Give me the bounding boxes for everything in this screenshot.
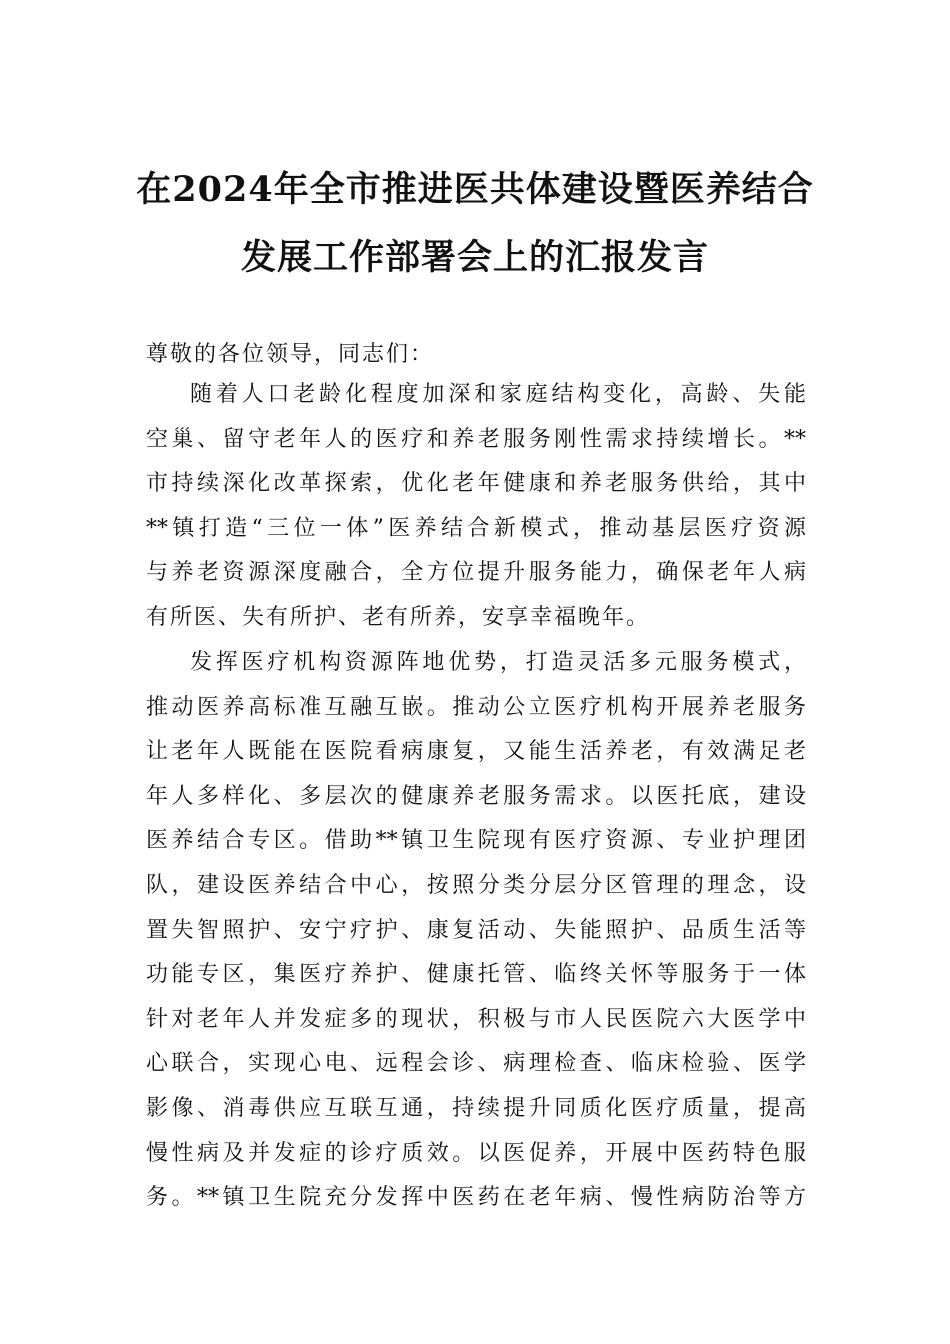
paragraph-line: 针对老年人并发症多的现状，积极与市人民医院六大医学中 xyxy=(146,1006,806,1032)
paragraph-line: 有所医、失有所护、老有所养，安享幸福晚年。 xyxy=(146,604,651,630)
paragraph-1 xyxy=(146,373,806,641)
salutation: 尊敬的各位领导，同志们： xyxy=(146,342,435,367)
paragraph-line: 影像、消毒供应互联互通，持续提升同质化医疗质量，提高 xyxy=(146,1095,806,1121)
paragraph-line: 年人多样化、多层次的健康养老服务需求。以医托底，建设 xyxy=(146,783,806,809)
paragraph-line: 随着人口老龄化程度加深和家庭结构变化，高龄、失能 xyxy=(190,382,806,407)
paragraph-line: 心联合，实现心电、远程会诊、病理检查、临床检验、医学 xyxy=(146,1051,806,1077)
paragraph-line: 队，建设医养结合中心，按照分类分层分区管理的理念，设 xyxy=(146,872,806,898)
paragraph-line: 市持续深化改革探索，优化老年健康和养老服务供给，其中 xyxy=(146,471,806,497)
paragraph-line: 与养老资源深度融合，全方位提升服务能力，确保老年人病 xyxy=(146,560,806,586)
paragraph-line: 功能专区，集医疗养护、健康托管、临终关怀等服务于一体 xyxy=(146,962,806,988)
paragraph-2 xyxy=(146,641,806,1221)
paragraph-line: 医养结合专区。借助**镇卫生院现有医疗资源、专业护理团 xyxy=(146,828,806,854)
paragraph-line: 让老年人既能在医院看病康复，又能生活养老，有效满足老 xyxy=(146,739,806,765)
paragraph-line: 发挥医疗机构资源阵地优势，打造灵活多元服务模式， xyxy=(190,650,806,675)
document-title-line-1: 在2024年全市推进医共体建设暨医养结合 xyxy=(136,169,814,210)
paragraph-line: **镇打造“三位一体”医养结合新模式，推动基层医疗资源 xyxy=(146,515,806,541)
paragraph-line: 空巢、留守老年人的医疗和养老服务刚性需求持续增长。** xyxy=(146,426,806,452)
paragraph-line: 推动医养高标准互融互嵌。推动公立医疗机构开展养老服务 xyxy=(146,694,806,720)
paragraph-line: 置失智照护、安宁疗护、康复活动、失能照护、品质生活等 xyxy=(146,917,806,943)
paragraph-line: 慢性病及并发症的诊疗质效。以医促养，开展中医药特色服 xyxy=(146,1140,806,1166)
document-title-line-2: 发展工作部署会上的汇报发言 xyxy=(240,237,709,278)
paragraph-line: 务。**镇卫生院充分发挥中医药在老年病、慢性病防治等方 xyxy=(146,1185,806,1211)
